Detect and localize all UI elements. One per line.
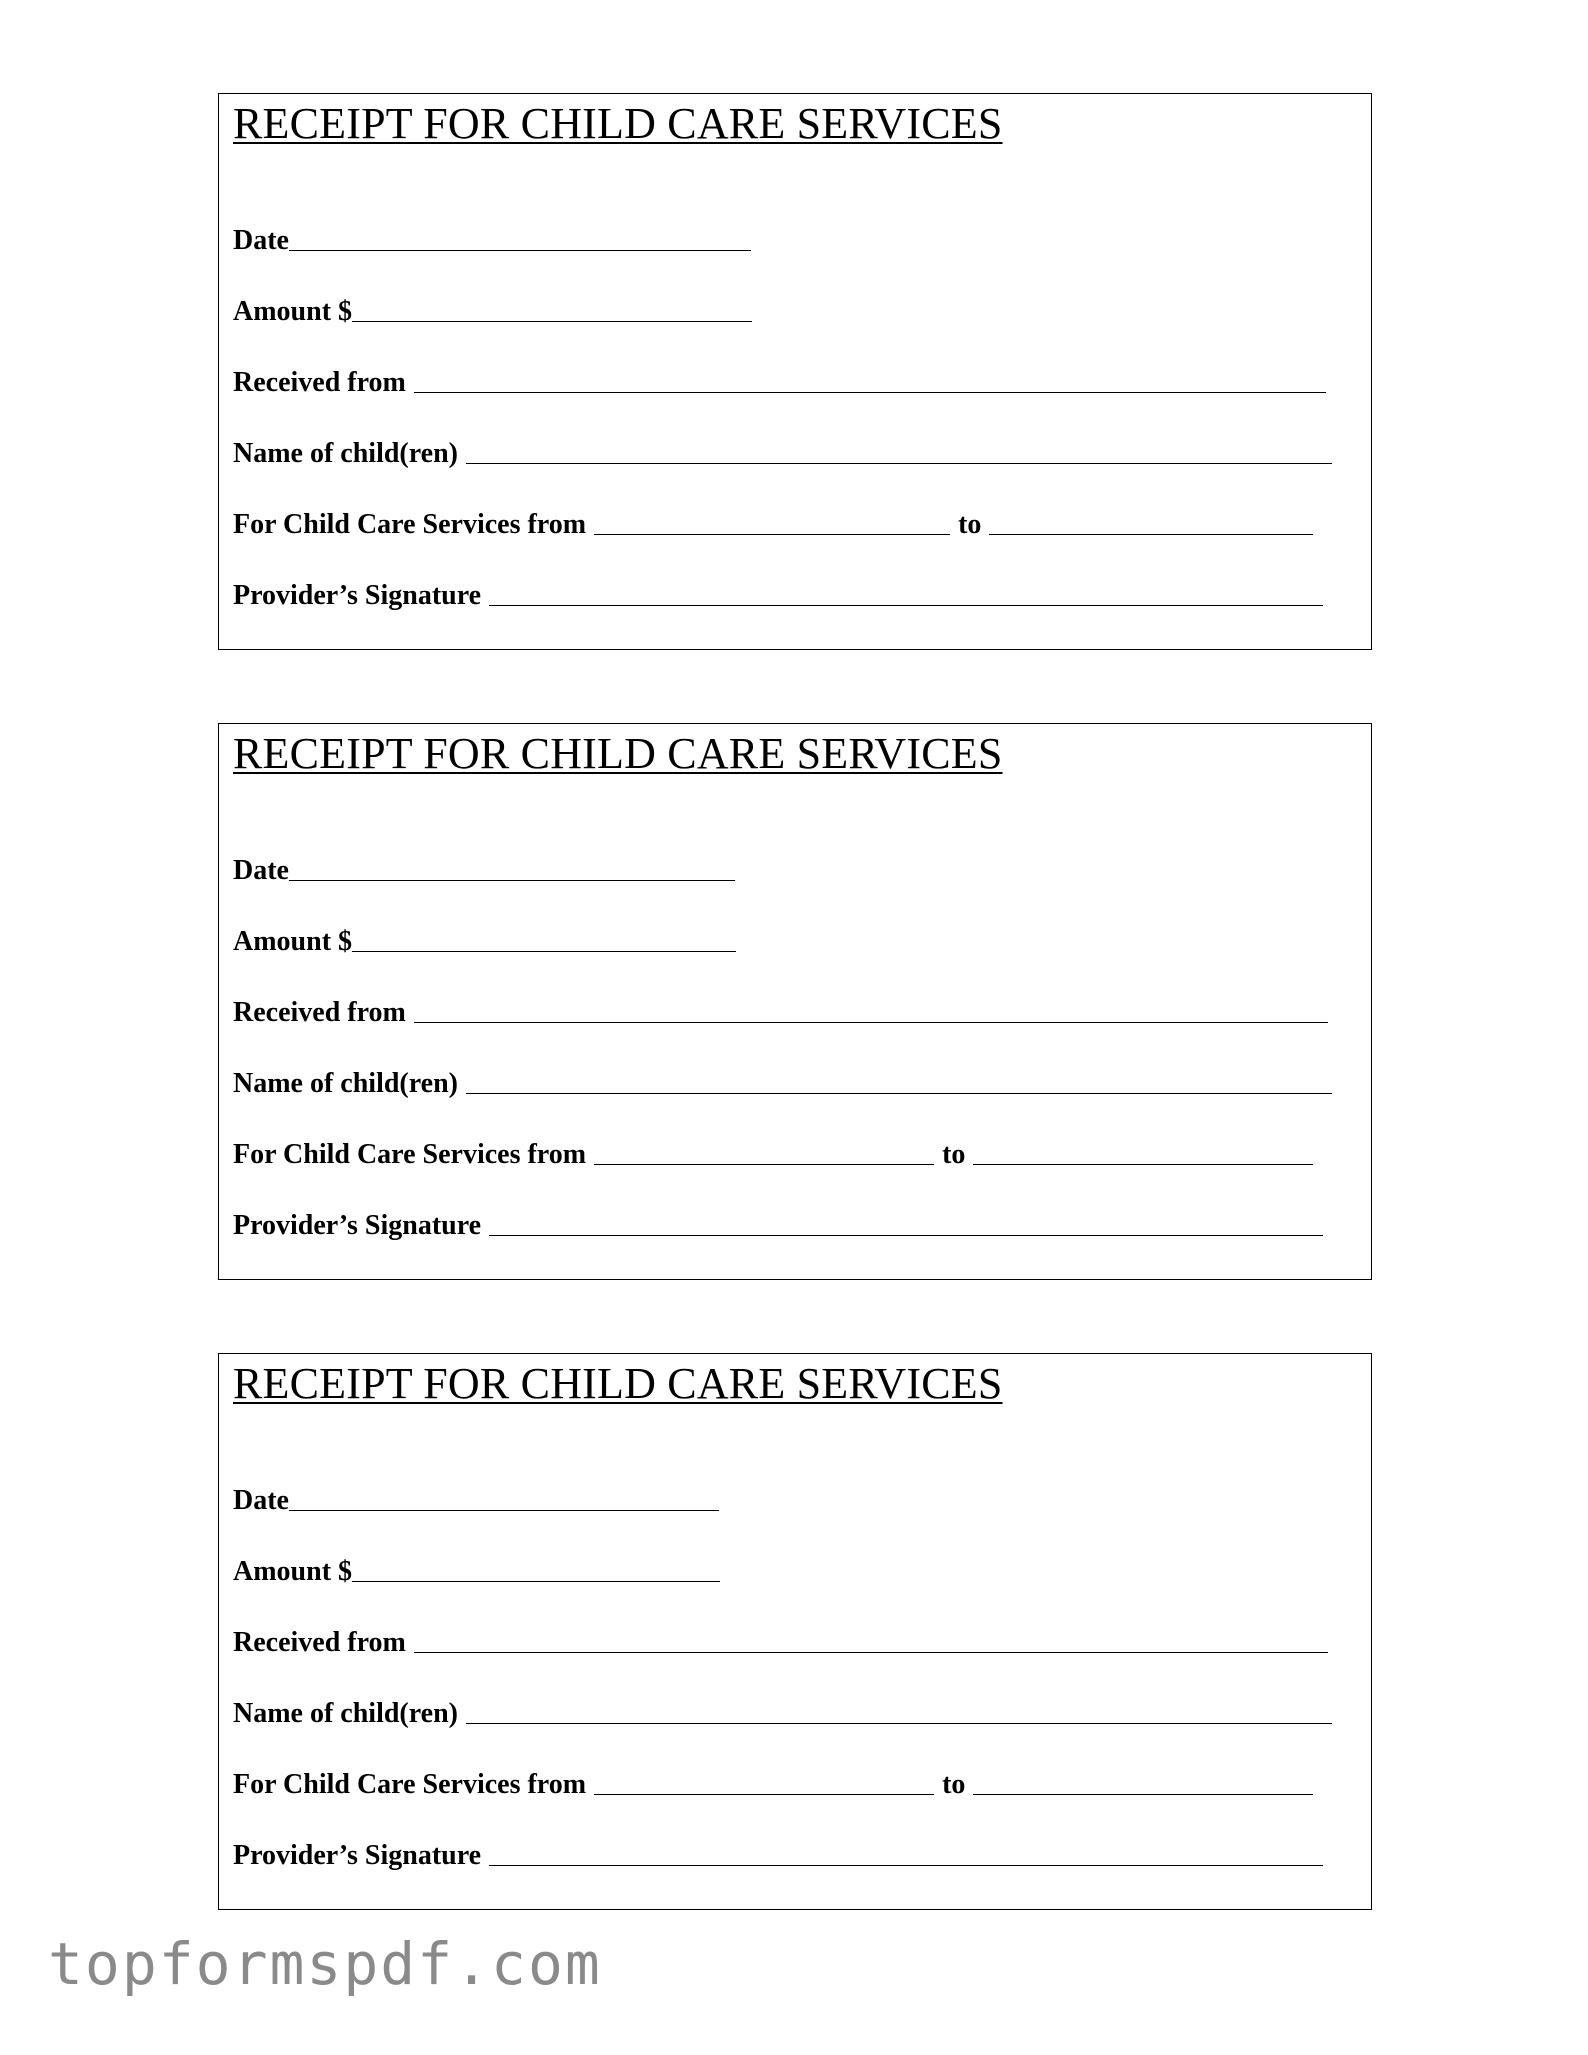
service-period-field <box>233 1134 1357 1170</box>
services-to-input-line[interactable] <box>973 1164 1313 1165</box>
provider-signature-label: Provider’s Signature <box>233 1210 482 1241</box>
provider-signature-label: Provider’s Signature <box>233 1840 482 1871</box>
services-to-input-line[interactable] <box>973 1794 1313 1795</box>
receipt-form-3 <box>218 1353 1372 1910</box>
received-from-field <box>233 992 1357 1028</box>
provider-signature-field <box>233 1205 1357 1241</box>
received-from-label: Received from <box>233 1627 406 1658</box>
children-name-field <box>233 433 1357 469</box>
service-period-field <box>233 504 1357 540</box>
services-from-label: For Child Care Services from <box>233 1139 587 1170</box>
children-name-label: Name of child(ren) <box>233 1068 458 1099</box>
amount-field <box>233 291 1357 327</box>
date-field <box>233 850 1357 886</box>
services-from-input-line[interactable] <box>594 1164 934 1165</box>
date-input-line[interactable] <box>289 880 735 881</box>
date-label: Date <box>233 1485 289 1516</box>
receipt-title: RECEIPT FOR CHILD CARE SERVICES <box>233 729 1003 778</box>
site-watermark: topformspdf.com <box>48 1930 602 1998</box>
provider-signature-field <box>233 1835 1357 1871</box>
received-from-field <box>233 362 1357 398</box>
date-input-line[interactable] <box>289 1510 719 1511</box>
received-from-label: Received from <box>233 997 406 1028</box>
amount-input-line[interactable] <box>352 951 736 952</box>
provider-signature-field <box>233 575 1357 611</box>
amount-label: Amount $ <box>233 1556 353 1587</box>
received-from-input-line[interactable] <box>414 1022 1328 1023</box>
children-name-input-line[interactable] <box>466 1723 1332 1724</box>
provider-signature-label: Provider’s Signature <box>233 580 482 611</box>
date-input-line[interactable] <box>289 250 751 251</box>
to-label: to <box>958 509 982 540</box>
received-from-input-line[interactable] <box>414 392 1326 393</box>
service-period-field <box>233 1764 1357 1800</box>
date-field <box>233 1480 1357 1516</box>
children-name-input-line[interactable] <box>466 1093 1332 1094</box>
services-from-label: For Child Care Services from <box>233 509 587 540</box>
to-label: to <box>942 1139 966 1170</box>
amount-field <box>233 1551 1357 1587</box>
received-from-input-line[interactable] <box>414 1652 1328 1653</box>
received-from-field <box>233 1622 1357 1658</box>
receipt-title: RECEIPT FOR CHILD CARE SERVICES <box>233 99 1003 148</box>
amount-label: Amount $ <box>233 296 353 327</box>
children-name-input-line[interactable] <box>466 463 1332 464</box>
amount-field <box>233 921 1357 957</box>
provider-signature-input-line[interactable] <box>489 1865 1323 1866</box>
provider-signature-input-line[interactable] <box>489 605 1323 606</box>
services-from-input-line[interactable] <box>594 534 950 535</box>
provider-signature-input-line[interactable] <box>489 1235 1323 1236</box>
services-from-label: For Child Care Services from <box>233 1769 587 1800</box>
receipt-form-2 <box>218 723 1372 1280</box>
amount-label: Amount $ <box>233 926 353 957</box>
services-to-input-line[interactable] <box>989 534 1313 535</box>
received-from-label: Received from <box>233 367 406 398</box>
date-label: Date <box>233 855 289 886</box>
to-label: to <box>942 1769 966 1800</box>
children-name-label: Name of child(ren) <box>233 1698 458 1729</box>
date-label: Date <box>233 225 289 256</box>
children-name-field <box>233 1693 1357 1729</box>
receipt-form-1 <box>218 93 1372 650</box>
children-name-label: Name of child(ren) <box>233 438 458 469</box>
amount-input-line[interactable] <box>352 1581 720 1582</box>
receipt-title: RECEIPT FOR CHILD CARE SERVICES <box>233 1359 1003 1408</box>
amount-input-line[interactable] <box>352 321 752 322</box>
date-field <box>233 220 1357 256</box>
children-name-field <box>233 1063 1357 1099</box>
services-from-input-line[interactable] <box>594 1794 934 1795</box>
